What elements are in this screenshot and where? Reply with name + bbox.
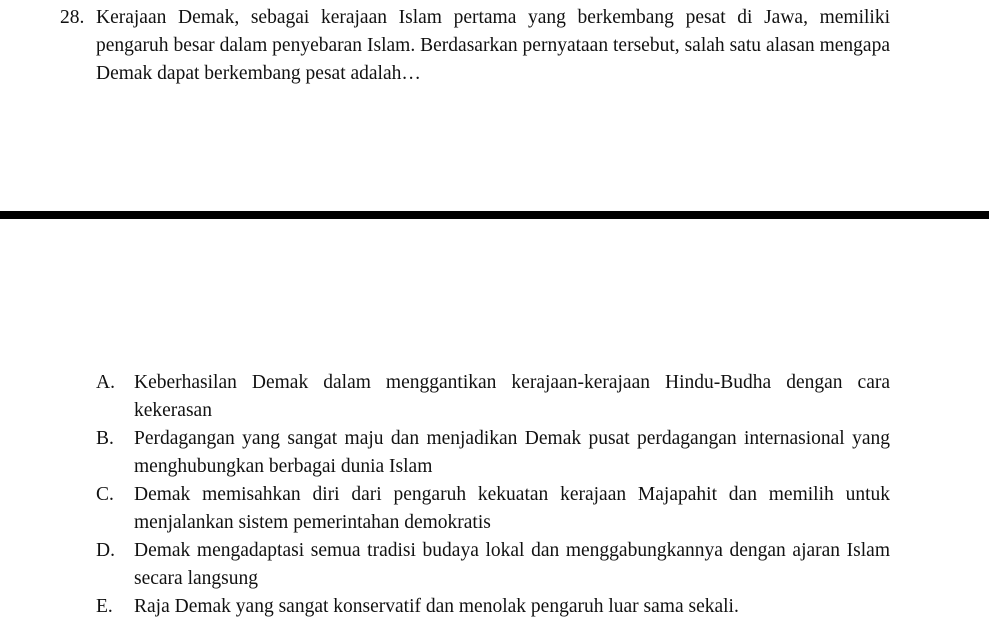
option-letter: B. [96, 428, 114, 449]
option-c[interactable] [96, 481, 890, 537]
section-divider [0, 211, 989, 219]
question-block [60, 4, 890, 88]
option-e[interactable] [96, 593, 890, 621]
option-b[interactable] [96, 425, 890, 481]
option-letter: D. [96, 540, 115, 561]
question-number: 28. [60, 7, 85, 28]
option-text: Demak mengadaptasi semua tradisi budaya lokal dan menggabungkannya dengan ajaran Islam secara langsung [134, 540, 890, 589]
option-d[interactable] [96, 537, 890, 593]
question-text: Kerajaan Demak, sebagai kerajaan Islam pertama yang berkembang pesat di Jawa, memiliki pengaruh besar dalam penyebaran Islam. Berdasarkan pernyataan tersebut, salah satu alasan mengapa Demak dapat berkembang pesat adalah… [96, 7, 890, 84]
option-text: Keberhasilan Demak dalam menggantikan kerajaan-kerajaan Hindu-Budha dengan cara kekerasan [134, 372, 890, 421]
option-letter: C. [96, 484, 114, 505]
option-letter: E. [96, 596, 113, 617]
option-text: Raja Demak yang sangat konservatif dan menolak pengaruh luar sama sekali. [134, 596, 739, 617]
option-a[interactable] [96, 369, 890, 425]
answer-options [96, 369, 890, 621]
option-letter: A. [96, 372, 115, 393]
option-text: Demak memisahkan diri dari pengaruh kekuatan kerajaan Majapahit dan memilih untuk menjalankan sistem pemerintahan demokratis [134, 484, 890, 533]
option-text: Perdagangan yang sangat maju dan menjadikan Demak pusat perdagangan internasional yang menghubungkan berbagai dunia Islam [134, 428, 890, 477]
